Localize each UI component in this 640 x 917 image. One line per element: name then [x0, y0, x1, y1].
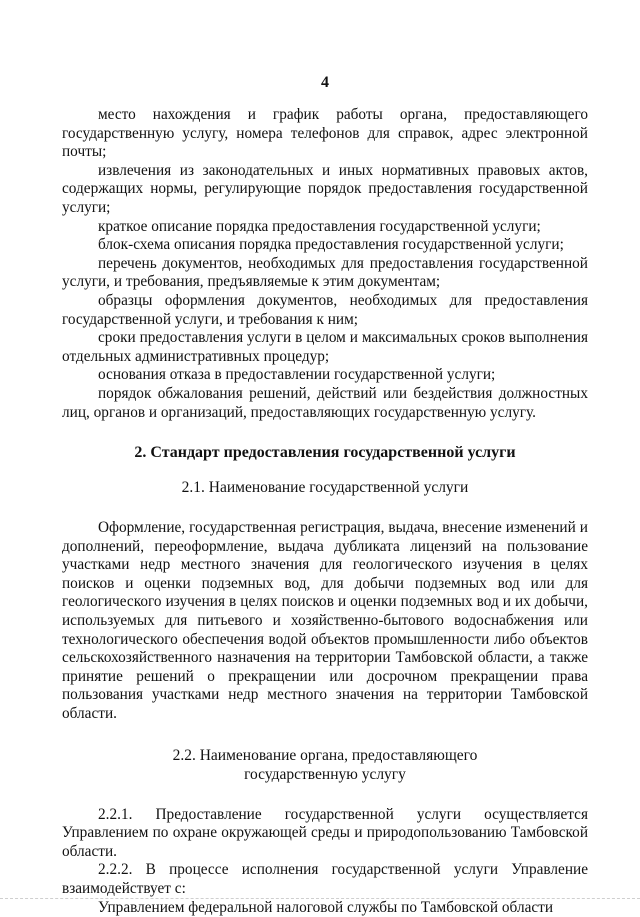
subsection-title-2 [62, 746, 588, 784]
list-item: сроки предоставления услуги в целом и максимальных сроков выполнения отдельных административных процедур; [62, 329, 588, 365]
paragraph-last: Управлением федеральной налоговой службы по Тамбовской области [98, 898, 554, 916]
subsection-title-line: государственную услугу [244, 765, 406, 783]
paragraph-2-2-1: 2.2.1. Предоставление государственной услуги осуществляется Управлением по охране окружающей среды и природопользованию Тамбовской области. [62, 805, 588, 860]
list-item: перечень документов, необходимых для предоставления государственной услуги, и требования, предъявляемые к этим документам; [62, 254, 588, 291]
list-item: блок-схема описания порядка предоставления государственной услуги; [98, 236, 564, 254]
contents-list [62, 106, 588, 422]
list-item: порядок обжалования решений, действий или бездействия должностных лиц, органов и организаций, предоставляющих государственную услугу. [62, 384, 588, 421]
list-item: извлечения из законодательных и иных нормативных правовых актов, содержащих нормы, регулирующие порядок предоставления государственной услуги; [62, 161, 588, 216]
list-item: основания отказа в предоставлении государственной услуги; [98, 366, 496, 384]
list-item: образцы оформления документов, необходимых для предоставления государственной услуги, и требования к ним; [62, 291, 588, 328]
subsection-title: 2.1. Наименование государственной услуги [181, 479, 469, 497]
page-number: 4 [321, 74, 329, 91]
service-name-paragraph: Оформление, государственная регистрация, выдача, внесение изменений и дополнений, переоформление, выдача дубликата лицензий на пользование участками недр местного значения для геологического изучения в целях поисков и оценки подземных вод, для добычи подземных вод или для геологического изучения в целях поисков и оценки подземных вод и их добычи, используемых для питьевого и хозяйственно-бытового водоснабжения или технологического обеспечения водой объектов промышленности либо объектов сельскохозяйственного назначения на территории Тамбовской области, а также принятие решений о прекращении или досрочном прекращении права пользования участками недр местного значения на территории Тамбовской области. [62, 519, 588, 723]
section-title: 2. Стандарт предоставления государственной услуги [134, 444, 516, 462]
list-item: место нахождения и график работы органа, предоставляющего государственную услугу, номера телефонов для справок, адрес электронной почты; [62, 106, 588, 161]
paragraph-2-2-2: 2.2.2. В процессе исполнения государственной услуги Управление взаимодействует с: [62, 861, 588, 897]
list-item: краткое описание порядка предоставления государственной услуги; [98, 217, 541, 235]
page-bottom-divider [0, 898, 640, 899]
subsection-title-line: 2.2. Наименование органа, предоставляющего [172, 746, 478, 764]
